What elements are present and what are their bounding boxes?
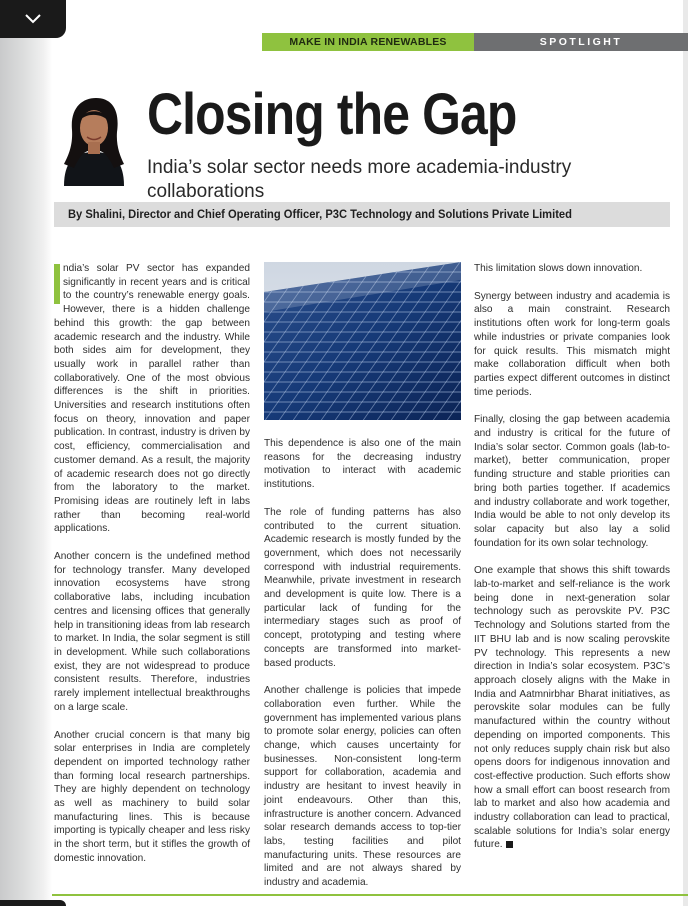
solar-panel-photo [264, 262, 461, 420]
paragraph: The role of funding patterns has also contributed to the current situation. Academic research is mostly funded by the government, which does not necessarily correspond with industrial requirements. Meanwhile, private investment in research and development is quite low. There is a particular lack of funding for the intermediary stages such as proof of concept, prototyping and testing where concepts are transformed into market-based products. [264, 506, 461, 669]
collapse-toolbar-button[interactable] [0, 0, 66, 38]
article-column-3 [474, 262, 670, 866]
spotlight-label: SPOTLIGHT [474, 33, 688, 51]
page-edge [683, 0, 688, 906]
paragraph: Another crucial concern is that many big solar enterprises in India are completely dependent on imported technology rather than forming local research partnerships. They are highly dependent on technology as well as machinery to build solar manufacturing lines. This is because importing is typically cheaper and less risky in the short term, but it stifles the growth of domestic innovation. [54, 729, 250, 864]
chevron-down-icon [24, 13, 42, 25]
footer-rule [52, 894, 688, 896]
article-title: Closing the Gap [147, 82, 517, 147]
section-header-band [262, 33, 688, 51]
paragraph: Another concern is the undefined method for technology transfer. Many developed innovation ecosystems have strong collaborative labs, including incubation centres and licensing offices that generally help in transitioning ideas from lab research to market. In India, the solar segment is still in development. While such collaborations exist, they are not widespread to produce consistent results. Therefore, industries rarely implement intellectual breakthroughs on a large scale. [54, 551, 250, 713]
paragraph: Finally, closing the gap between academia and industry is critical for the future of India’s solar sector. Common goals (lab-to-market), better communication, proper funding structure and stable priorities can bring both parties together. If academics and industry collaborate and work together, India would be able to not only develop its solar capacity but also lay a solid foundation for its own solar technology. [474, 414, 670, 549]
paragraph [474, 564, 670, 852]
section-label: MAKE IN INDIA RENEWABLES [262, 33, 474, 51]
end-of-article-mark [506, 841, 513, 848]
page-gutter-shadow [0, 0, 52, 906]
drop-cap-bar [54, 264, 60, 304]
paragraph: Another challenge is policies that impede collaboration even further. While the government has implemented various plans to promote solar energy, policies can often change, which causes uncertainty for businesses. Non-consistent long-term support for collaboration, academia and industry are hesitant to invest heavily in joint endeavours. Other than this, infrastructure is another concern. Advanced solar research demands access to top-tier labs, testing facilities and pilot manufacturing units. These resources are limited and are not always shared by industry and academia. [264, 685, 461, 889]
paragraph: This dependence is also one of the main reasons for the decreasing industry motivation to interact with academic institutions. [264, 438, 461, 491]
article-subtitle: India’s solar sector needs more academia-industry collaborations [147, 157, 572, 202]
article-column-1 [54, 262, 250, 880]
paragraph: This limitation slows down innovation. [474, 263, 643, 274]
bottom-toolbar-tab[interactable] [0, 900, 66, 906]
paragraph [54, 262, 250, 536]
article-column-2 [264, 437, 461, 904]
author-photo [54, 90, 134, 186]
paragraph: Synergy between industry and academia is also a main constraint. Research institutions often work for long-term goals while industries or private companies look for quick results. This mismatch might make collaboration difficult when both parties expect different outcomes in distinct time periods. [474, 290, 670, 398]
article-byline: By Shalini, Director and Chief Operating Officer, P3C Technology and Solutions Private Limited [68, 207, 572, 221]
paragraph-text: ndia’s solar PV sector has expanded significantly in recent years and is critical to the country’s renewable energy goals. However, there is a hidden challenge behind this growth: the gap between academic research and the industry. While both sides aim for development, they usually work in parallel rather than collaboratively. One of the most obvious differences is the shift in priorities. Universities and research institutions often focus on theory, innovation and paper publication. In contrast, industry is driven by cost, efficiency, commercialisation and customer demand. As a result, the majority of academic research does not go directly from the laboratory to the market. Promising ideas are routinely left in labs rather than becoming real-world applications. [54, 263, 250, 535]
paragraph-text: One example that shows this shift towards lab-to-market and self-reliance is the work being done in next-generation solar technology such as perovskite PV. P3C Technology and Solutions started from the IIT BHU lab and is now scaling perovskite PV technology. This represents a new direction in India’s solar ecosystem. P3C’s approach closely aligns with the Make in India and Aatmnirbhar Bharat initiatives, as perovskite solar modules can be fully manufactured within the country without depending on imported components. This not only reduces supply chain risk but also opens doors for indigenous innovation and cost-effective production. Such efforts show how a small effort can boost research from lab to market and also how academia and industry collaboration can lead to practical, scalable solutions for India’s solar energy future. [474, 565, 670, 851]
